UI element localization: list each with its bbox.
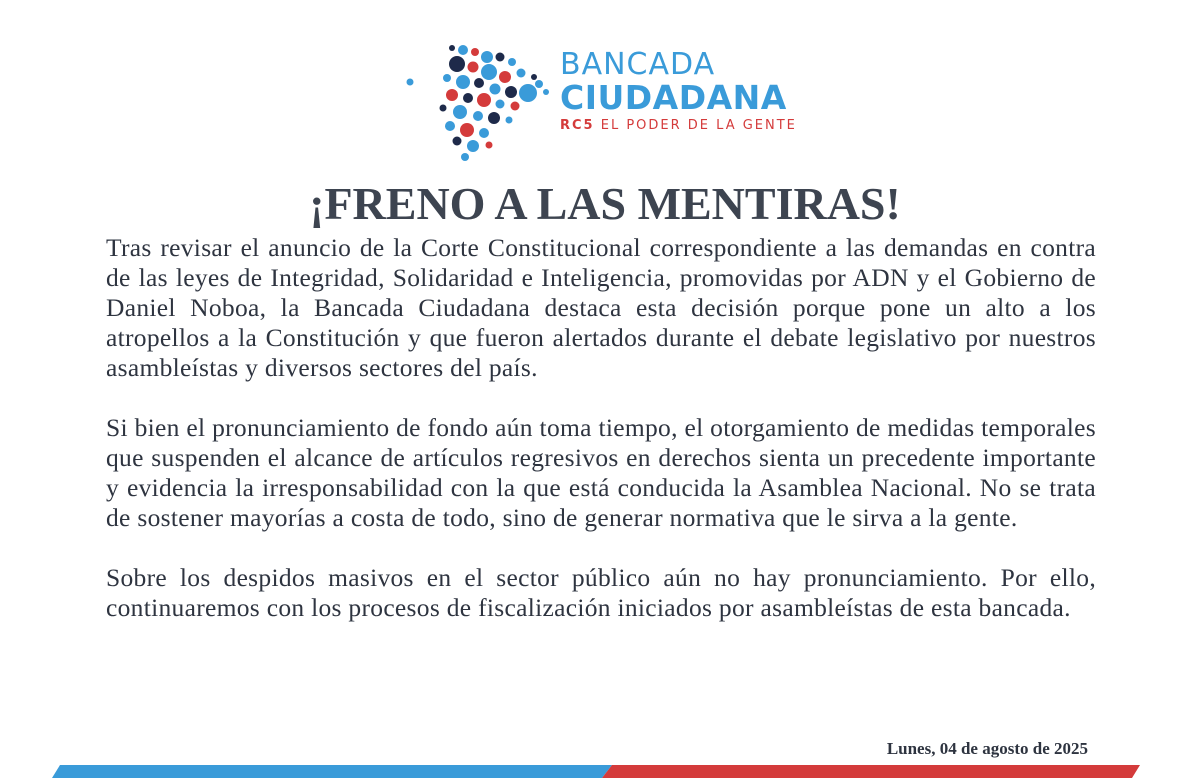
bancada-logo-mark (405, 40, 550, 162)
paragraph-3: Sobre los despidos masivos en el sector público aún no hay pronunciamiento. Por ello, continuaremos con los procesos de fiscalización iniciados por asambleístas de esta bancada. (106, 563, 1096, 622)
page-title: ¡FRENO A LAS MENTIRAS! (309, 178, 901, 229)
footer-stripe-red (602, 765, 1140, 778)
release-date: Lunes, 04 de agosto de 2025 (886, 739, 1088, 758)
footer-stripe (0, 764, 1200, 779)
paragraph-2: Si bien el pronunciamiento de fondo aún toma tiempo, el otorgamiento de medidas temporales que suspenden el alcance de artículos regresivos en derechos sienta un precedente importante y evidencia la irresponsabilidad con la que está conducida la Asamblea Nacional. No se trata de sostener mayorías a costa de todo, sino de generar normativa que le sirva a la gente. (106, 413, 1096, 532)
brand-tag-text: EL PODER DE LA GENTE (600, 118, 797, 133)
statement-body (106, 233, 1096, 653)
bancada-wordmark (560, 47, 797, 134)
brand-line2: CIUDADANA (560, 78, 787, 117)
brand-tagline (560, 118, 797, 134)
brand-line1: BANCADA (560, 47, 716, 82)
footer-stripe-blue (52, 765, 612, 778)
brand-tag-prefix: RC5 (560, 118, 595, 133)
paragraph-1: Tras revisar el anuncio de la Corte Constitucional correspondiente a las demandas en contra de las leyes de Integridad, Solidaridad e Inteligencia, promovidas por ADN y el Gobierno de Daniel Noboa, la Bancada Ciudadana destaca esta decisión porque pone un alto a los atropellos a la Constitución y que fueron alertados durante el debate legislativo por nuestros asambleístas y diversos sectores del país. (106, 233, 1096, 382)
